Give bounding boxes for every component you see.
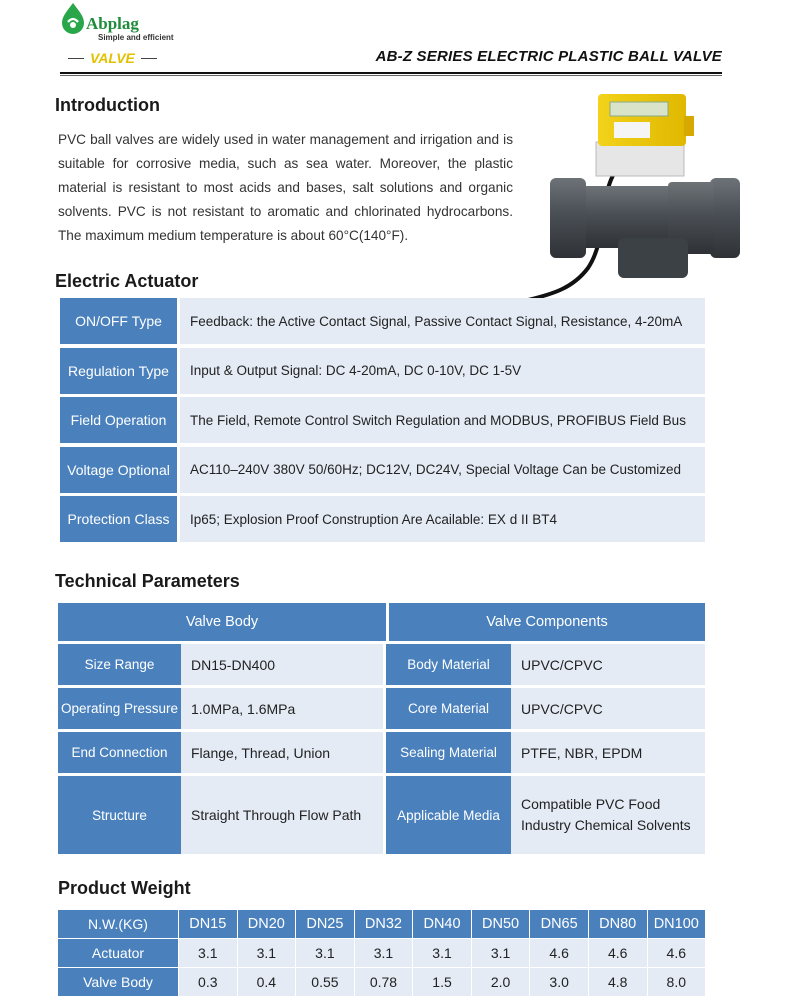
row-value: Ip65; Explosion Proof Construption Are Acailable: EX d II BT4 [180, 496, 705, 542]
weight-heading: Product Weight [58, 878, 191, 898]
weight-cell: 3.1 [472, 939, 530, 967]
section-tag-label: VALVE [90, 50, 135, 66]
brand-logo [58, 2, 188, 44]
row-value: Compatible PVC Food Industry Chemical Solvents [511, 776, 705, 854]
row-value: AC110–240V 380V 50/60Hz; DC12V, DC24V, Special Voltage Can be Customized [180, 447, 705, 493]
row-value: The Field, Remote Control Switch Regulation and MODBUS, PROFIBUS Field Bus [180, 397, 705, 443]
weight-cell: 0.55 [296, 968, 354, 996]
header-valve-body: Valve Body [58, 603, 386, 641]
table-row [58, 732, 705, 773]
brand-tagline: Simple and efficient [98, 33, 174, 42]
size-header: DN100 [648, 910, 706, 938]
row-label: Applicable Media [386, 776, 511, 854]
table-row [60, 298, 705, 344]
row-label: Field Operation [60, 397, 180, 443]
row-value: 1.0MPa, 1.6MPa [181, 688, 383, 729]
table-row [60, 496, 705, 542]
weight-cell: 4.6 [648, 939, 706, 967]
table-row [58, 968, 705, 996]
size-header: DN20 [238, 910, 296, 938]
brand-name: Abplag [86, 14, 139, 33]
weight-table [58, 910, 705, 997]
table-row [60, 397, 705, 443]
header-label: N.W.(KG) [58, 910, 178, 938]
weight-cell: 8.0 [648, 968, 706, 996]
weight-cell: 0.4 [238, 968, 296, 996]
size-header: DN50 [472, 910, 530, 938]
row-label: ON/OFF Type [60, 298, 180, 344]
header-rule-thin [60, 75, 722, 76]
logo-drop-icon [60, 2, 86, 36]
row-value: UPVC/CPVC [511, 688, 705, 729]
row-label: Voltage Optional [60, 447, 180, 493]
section-tag [68, 50, 178, 66]
weight-cell: 2.0 [472, 968, 530, 996]
technical-heading: Technical Parameters [55, 571, 240, 591]
table-header-row [58, 603, 705, 641]
intro-paragraph: PVC ball valves are widely used in water management and irrigation and is suitable for corrosive media, such as sea water. Moreover, the plastic material is resistant to most acids and bases, salt solutions and organic solvents. PVC is not resistant to aromatic and chlorinated hydrocarbons. The maximum medium temperature is about 60°C(140°F). [58, 132, 513, 243]
table-row [58, 776, 705, 854]
weight-cell: 4.6 [530, 939, 588, 967]
row-label: Core Material [386, 688, 511, 729]
size-header: DN15 [179, 910, 237, 938]
weight-cell: 4.8 [589, 968, 647, 996]
row-label: Protection Class [60, 496, 180, 542]
weight-cell: 3.1 [413, 939, 471, 967]
size-header: DN65 [530, 910, 588, 938]
size-header: DN80 [589, 910, 647, 938]
table-row [60, 447, 705, 493]
weight-cell: 3.1 [238, 939, 296, 967]
page-title: AB-Z SERIES ELECTRIC PLASTIC BALL VALVE [375, 48, 722, 65]
row-label: Size Range [58, 644, 181, 685]
weight-cell: 3.0 [530, 968, 588, 996]
row-value: Straight Through Flow Path [181, 776, 383, 854]
row-value: PTFE, NBR, EPDM [511, 732, 705, 773]
row-value: UPVC/CPVC [511, 644, 705, 685]
table-row [58, 644, 705, 685]
weight-cell: 4.6 [589, 939, 647, 967]
row-label: Regulation Type [60, 348, 180, 394]
size-header: DN32 [355, 910, 413, 938]
row-label: Structure [58, 776, 181, 854]
row-value: Feedback: the Active Contact Signal, Passive Contact Signal, Resistance, 4-20mA [180, 298, 705, 344]
table-header-row [58, 910, 705, 938]
row-label: Actuator [58, 939, 178, 967]
weight-cell: 0.3 [179, 968, 237, 996]
row-label: Sealing Material [386, 732, 511, 773]
row-value: Flange, Thread, Union [181, 732, 383, 773]
weight-cell: 0.78 [355, 968, 413, 996]
row-label: End Connection [58, 732, 181, 773]
row-label: Operating Pressure [58, 688, 181, 729]
technical-table [58, 603, 705, 857]
weight-cell: 3.1 [179, 939, 237, 967]
row-value: Input & Output Signal: DC 4-20mA, DC 0-10V, DC 1-5V [180, 348, 705, 394]
header-valve-components: Valve Components [389, 603, 705, 641]
weight-cell: 3.1 [296, 939, 354, 967]
intro-heading: Introduction [55, 95, 160, 115]
table-row [60, 348, 705, 394]
size-header: DN40 [413, 910, 471, 938]
table-row [58, 688, 705, 729]
row-label: Body Material [386, 644, 511, 685]
size-header: DN25 [296, 910, 354, 938]
table-row [58, 939, 705, 967]
actuator-table [60, 298, 705, 546]
header-rule [60, 72, 722, 74]
weight-cell: 1.5 [413, 968, 471, 996]
weight-cell: 3.1 [355, 939, 413, 967]
row-label: Valve Body [58, 968, 178, 996]
valve-product-image [528, 88, 750, 303]
actuator-heading: Electric Actuator [55, 271, 199, 291]
row-value: DN15-DN400 [181, 644, 383, 685]
